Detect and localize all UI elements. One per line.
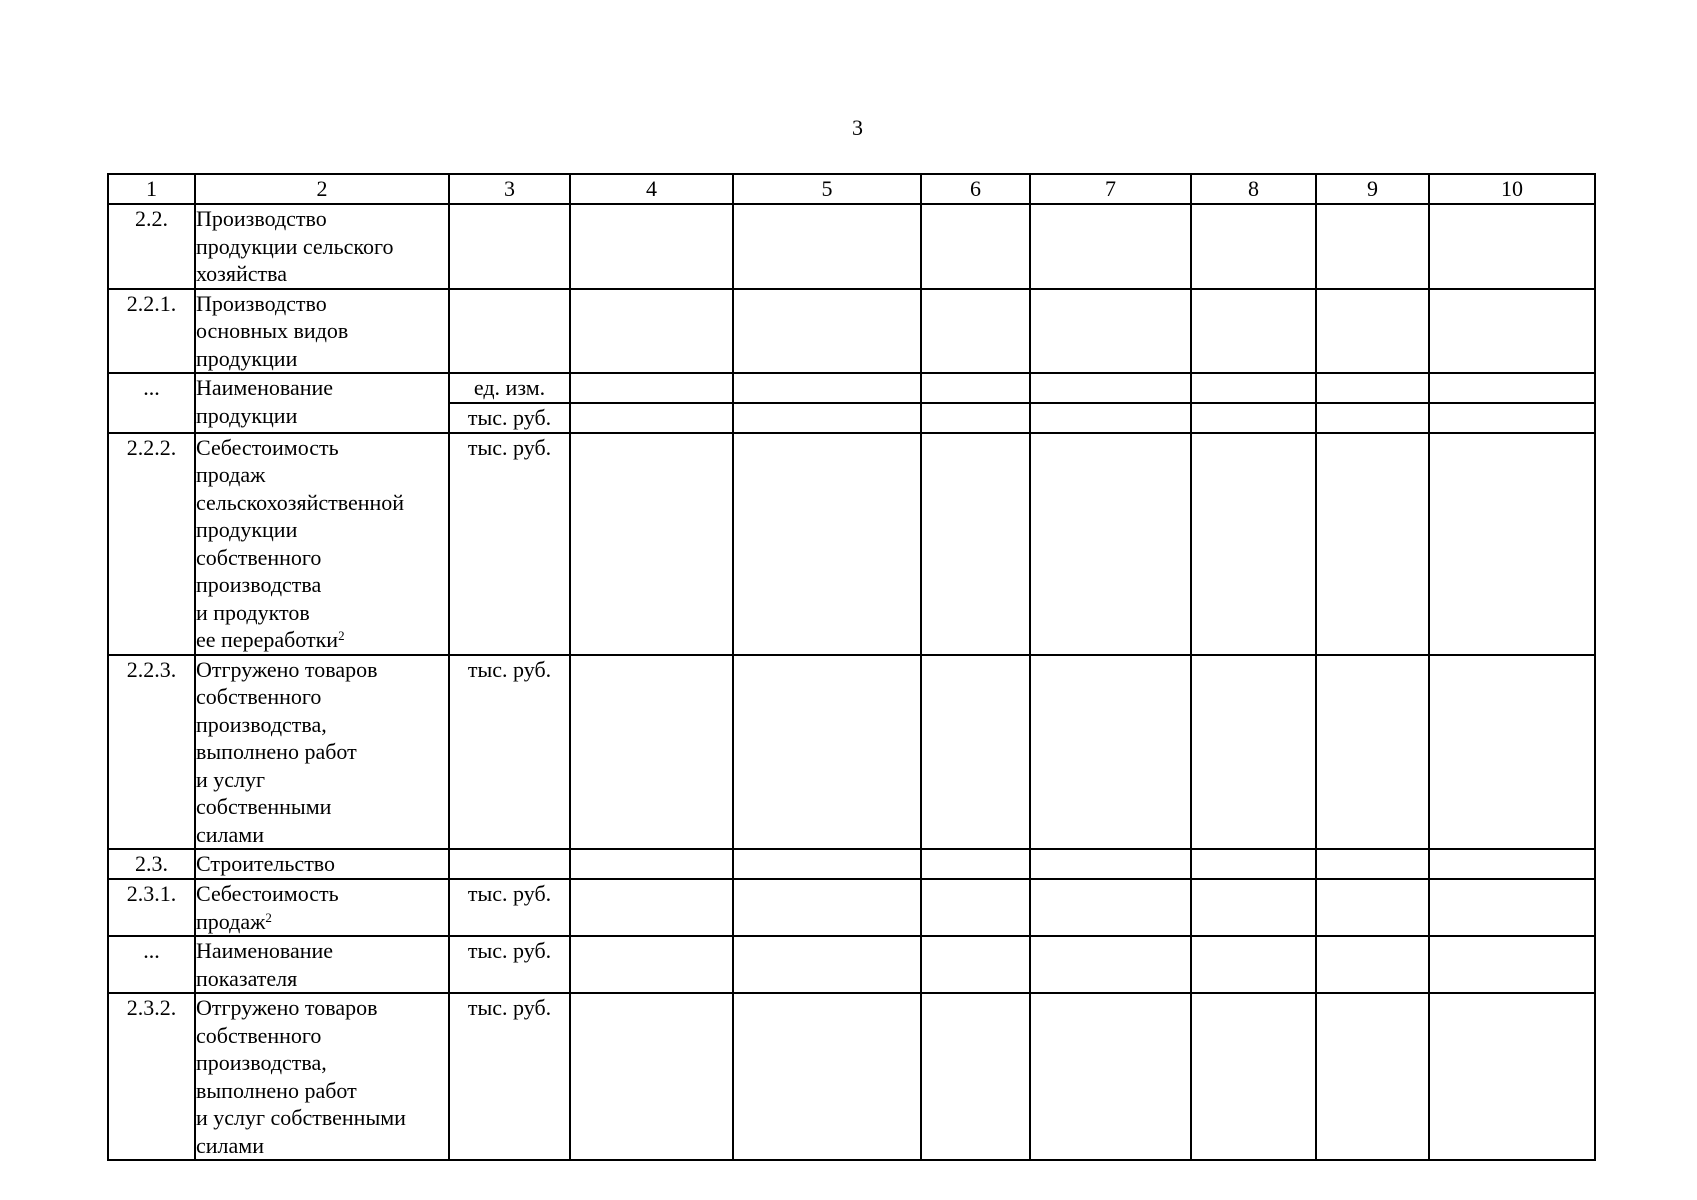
table-row (108, 655, 1595, 850)
row-code: 2.2.1. (108, 289, 195, 374)
description-line (196, 626, 448, 654)
data-cell (733, 204, 921, 289)
data-cell (1030, 936, 1191, 993)
data-cell (1030, 879, 1191, 936)
column-header-8: 8 (1191, 174, 1316, 204)
column-header-7: 7 (1030, 174, 1191, 204)
data-cell (1030, 373, 1191, 403)
data-cell (1191, 936, 1316, 993)
data-cell (1030, 993, 1191, 1160)
data-cell (1191, 849, 1316, 879)
description-line: собственного (196, 684, 322, 709)
data-cell (921, 655, 1030, 850)
description-line: Производство (196, 206, 327, 231)
table-row (108, 204, 1595, 289)
data-cell (1316, 403, 1429, 433)
data-cell (1030, 289, 1191, 374)
data-cell (733, 373, 921, 403)
description-line: силами (196, 821, 264, 847)
footnote-marker: 2 (338, 628, 345, 643)
column-header-5: 5 (733, 174, 921, 204)
row-code: 2.2.2. (108, 433, 195, 655)
column-header-6: 6 (921, 174, 1030, 204)
column-header-10: 10 (1429, 174, 1595, 204)
unit-cell (449, 849, 570, 879)
row-code: ... (108, 936, 195, 993)
data-cell (570, 936, 733, 993)
description-line: Наименование (196, 938, 334, 963)
row-description (195, 936, 449, 993)
row-code: 2.3.1. (108, 879, 195, 936)
unit-cell: тыс. руб. (449, 655, 570, 850)
row-code: 2.3.2. (108, 993, 195, 1160)
description-line (196, 908, 448, 936)
unit-cell: тыс. руб. (449, 879, 570, 936)
data-cell (1030, 204, 1191, 289)
description-line: Себестоимость (196, 881, 339, 906)
data-cell (1191, 655, 1316, 850)
unit-cell: тыс. руб. (449, 433, 570, 655)
description-line: выполнено работ (196, 1077, 357, 1103)
data-cell (1191, 993, 1316, 1160)
report-table (107, 173, 1596, 1161)
data-cell (733, 936, 921, 993)
unit-cell (449, 204, 570, 289)
description-line: продукции (196, 345, 298, 371)
description-text: ее переработки (196, 627, 339, 652)
data-cell (1429, 403, 1595, 433)
data-cell (921, 403, 1030, 433)
data-cell (733, 993, 921, 1160)
data-cell (921, 289, 1030, 374)
table-header-row (108, 174, 1595, 204)
table-row (108, 289, 1595, 374)
footnote-marker: 2 (265, 909, 272, 925)
description-line: Наименование (196, 375, 334, 400)
data-cell (570, 655, 733, 850)
data-cell (570, 403, 733, 433)
table-row (108, 936, 1595, 993)
data-cell (1429, 655, 1595, 850)
column-header-4: 4 (570, 174, 733, 204)
description-line: и услуг (196, 766, 266, 792)
table-row (108, 879, 1595, 936)
data-cell (733, 879, 921, 936)
description-text: продаж (196, 908, 266, 934)
data-cell (570, 433, 733, 655)
unit-cell: ед. изм. (449, 373, 570, 403)
table-row (108, 373, 1595, 403)
row-code: 2.2. (108, 204, 195, 289)
data-cell (733, 433, 921, 655)
data-cell (570, 373, 733, 403)
row-description (195, 879, 449, 936)
description-line: собственного (196, 1022, 322, 1048)
description-line: хозяйства (196, 261, 287, 286)
data-cell (733, 655, 921, 850)
data-cell (1030, 403, 1191, 433)
data-cell (1316, 849, 1429, 879)
data-cell (1191, 879, 1316, 936)
row-code: 2.3. (108, 849, 195, 879)
description-line: продукции сельского (196, 233, 394, 259)
data-cell (1316, 433, 1429, 655)
description-line: собственного (196, 544, 322, 570)
description-line: продукции (196, 402, 298, 428)
row-code: ... (108, 373, 195, 433)
description-line: Производство (196, 290, 327, 316)
row-description (195, 849, 449, 879)
data-cell (1316, 289, 1429, 374)
unit-cell: тыс. руб. (449, 403, 570, 433)
data-cell (921, 373, 1030, 403)
description-line: Себестоимость (196, 434, 339, 460)
data-cell (1316, 993, 1429, 1160)
data-cell (1429, 849, 1595, 879)
data-cell (1429, 879, 1595, 936)
data-cell (1316, 879, 1429, 936)
description-line: показателя (196, 965, 298, 991)
data-cell (921, 433, 1030, 655)
data-cell (570, 879, 733, 936)
data-cell (921, 879, 1030, 936)
data-cell (1429, 433, 1595, 655)
data-cell (1030, 849, 1191, 879)
data-cell (733, 849, 921, 879)
row-code: 2.2.3. (108, 655, 195, 850)
description-line: собственными (196, 794, 332, 819)
row-description (195, 993, 449, 1160)
description-line: Отгружено товаров (196, 656, 378, 682)
data-cell (1191, 204, 1316, 289)
data-cell (1316, 373, 1429, 403)
data-cell (570, 993, 733, 1160)
data-cell (1429, 204, 1595, 289)
data-cell (1191, 403, 1316, 433)
unit-cell: тыс. руб. (449, 993, 570, 1160)
data-cell (1429, 373, 1595, 403)
page-number: 3 (852, 115, 863, 140)
data-cell (1429, 993, 1595, 1160)
data-cell (1429, 289, 1595, 374)
description-line: продаж (196, 462, 266, 487)
row-description (195, 373, 449, 433)
data-cell (1191, 373, 1316, 403)
description-line: и услуг собственными (196, 1105, 406, 1130)
column-header-3: 3 (449, 174, 570, 204)
data-cell (1316, 204, 1429, 289)
description-line: сельскохозяйственной (196, 489, 405, 515)
data-cell (570, 849, 733, 879)
column-header-1: 1 (108, 174, 195, 204)
data-cell (921, 204, 1030, 289)
data-cell (733, 289, 921, 374)
data-cell (1030, 655, 1191, 850)
data-cell (1316, 655, 1429, 850)
unit-cell (449, 289, 570, 374)
data-cell (1191, 433, 1316, 655)
table-row (108, 993, 1595, 1160)
data-cell (1030, 433, 1191, 655)
data-cell (921, 936, 1030, 993)
data-cell (1316, 936, 1429, 993)
data-cell (1429, 936, 1595, 993)
description-line: силами (196, 1132, 264, 1158)
row-description (195, 433, 449, 655)
description-line: производства (196, 572, 322, 597)
description-line: Отгружено товаров (196, 995, 378, 1020)
row-description (195, 655, 449, 850)
description-line: и продуктов (196, 599, 310, 625)
unit-cell: тыс. руб. (449, 936, 570, 993)
row-description (195, 204, 449, 289)
data-cell (921, 849, 1030, 879)
data-cell (570, 289, 733, 374)
column-header-9: 9 (1316, 174, 1429, 204)
row-description (195, 289, 449, 374)
description-line: производства, (196, 1050, 327, 1075)
table-row (108, 849, 1595, 879)
data-cell (921, 993, 1030, 1160)
description-line: Строительство (196, 851, 336, 876)
description-line: производства, (196, 711, 327, 737)
data-cell (1191, 289, 1316, 374)
data-cell (733, 403, 921, 433)
description-line: выполнено работ (196, 739, 357, 764)
description-line: продукции (196, 517, 298, 542)
table-row (108, 433, 1595, 655)
data-cell (570, 204, 733, 289)
column-header-2: 2 (195, 174, 449, 204)
description-line: основных видов (196, 318, 349, 343)
